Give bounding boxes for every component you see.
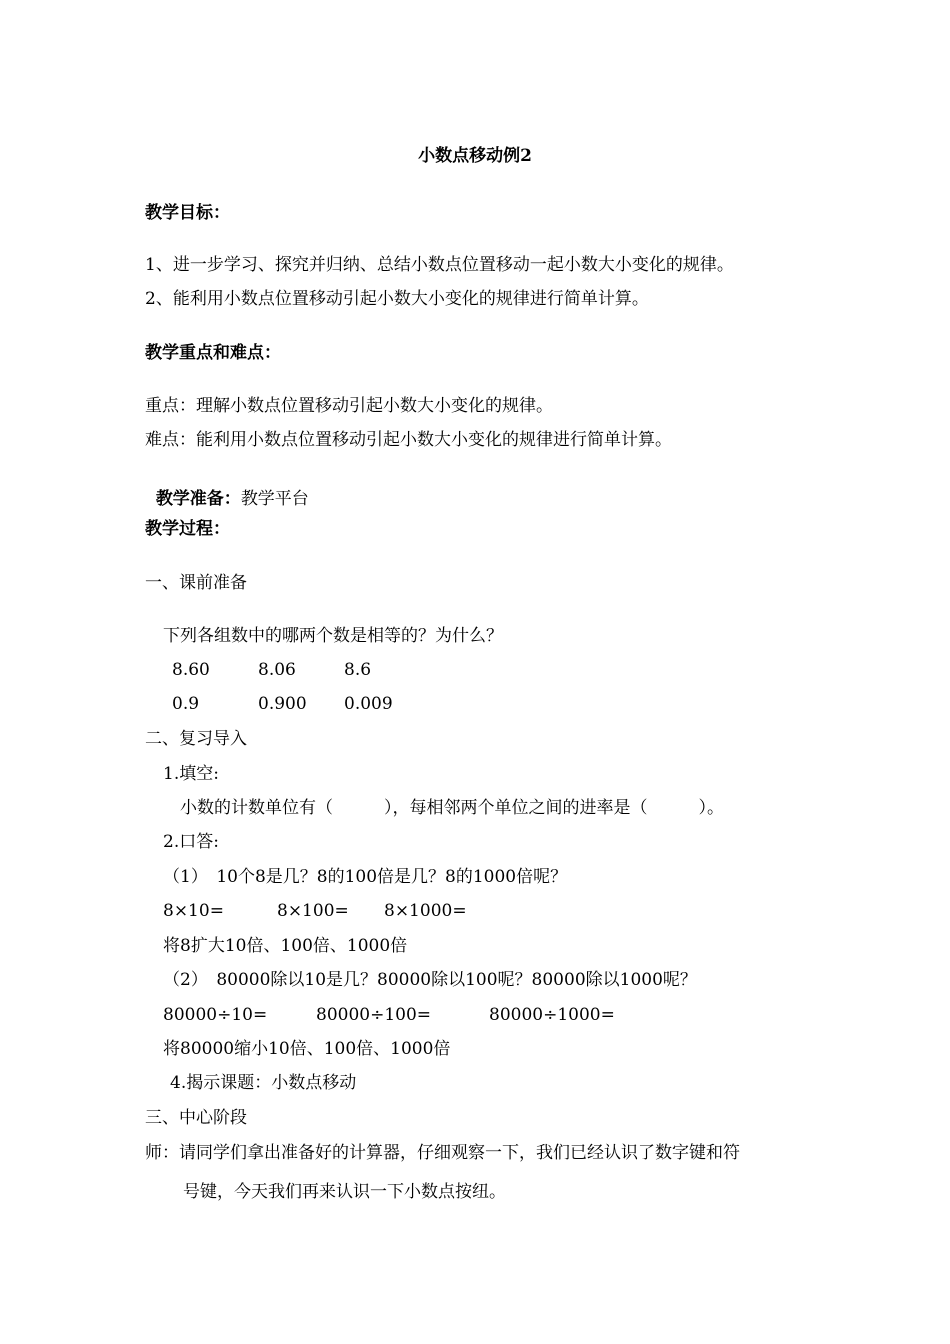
calc-cell: 80000÷10= — [163, 1005, 268, 1025]
reveal-topic: 4.揭示课题：小数点移动 — [170, 1073, 357, 1093]
key-points-heading: 教学重点和难点： — [145, 343, 281, 363]
number-cell: 8.6 — [344, 660, 372, 680]
preparation-value: 教学平台 — [240, 489, 309, 509]
section1-question: 下列各组数中的哪两个数是相等的？为什么？ — [163, 626, 503, 646]
calc-cell: 80000÷1000= — [489, 1005, 615, 1025]
preparation-line — [145, 463, 309, 511]
process-heading: 教学过程： — [145, 519, 230, 539]
section1-title: 一、课前准备 — [145, 573, 247, 593]
number-cell: 8.60 — [172, 660, 210, 680]
oral-label: 2.口答: — [163, 832, 219, 852]
teacher-line-1: 师：请同学们拿出准备好的计算器，仔细观察一下，我们已经认识了数字键和符 — [145, 1143, 740, 1163]
page-title: 小数点移动例2 — [418, 146, 532, 166]
number-cell: 0.9 — [172, 694, 200, 714]
preparation-label: 教学准备： — [155, 489, 241, 509]
question-1: （1） 10个8是几？8的100倍是几？8的1000倍呢？ — [163, 867, 568, 887]
number-cell: 8.06 — [258, 660, 296, 680]
fill-text: 小数的计数单位有（ ），每相邻两个单位之间的进率是（ ）。 — [180, 798, 724, 818]
goal-item-2: 2、能利用小数点位置移动引起小数大小变化的规律进行简单计算。 — [145, 289, 649, 309]
fill-label: 1.填空: — [163, 764, 219, 784]
section2-title: 二、复习导入 — [145, 729, 247, 749]
calc-cell: 80000÷100= — [316, 1005, 432, 1025]
number-cell: 0.009 — [344, 694, 393, 714]
question-1-note: 将8扩大10倍、100倍、1000倍 — [163, 936, 408, 956]
calc-cell: 8×10= — [163, 901, 224, 921]
question-2-note: 将80000缩小10倍、100倍、1000倍 — [163, 1039, 451, 1059]
focus-text: 重点：理解小数点位置移动引起小数大小变化的规律。 — [145, 396, 553, 416]
calc-cell: 8×1000= — [384, 901, 467, 921]
question-2: （2） 80000除以10是几？80000除以100呢？80000除以1000呢？ — [163, 970, 697, 990]
teacher-line-2: 号键，今天我们再来认识一下小数点按纽。 — [183, 1182, 506, 1202]
goals-heading: 教学目标： — [145, 203, 230, 223]
goal-item-1: 1、进一步学习、探究并归纳、总结小数点位置移动一起小数大小变化的规律。 — [145, 255, 734, 275]
calc-cell: 8×100= — [277, 901, 349, 921]
number-cell: 0.900 — [258, 694, 307, 714]
difficulty-text: 难点：能利用小数点位置移动引起小数大小变化的规律进行简单计算。 — [145, 430, 672, 450]
section3-title: 三、中心阶段 — [145, 1108, 247, 1128]
